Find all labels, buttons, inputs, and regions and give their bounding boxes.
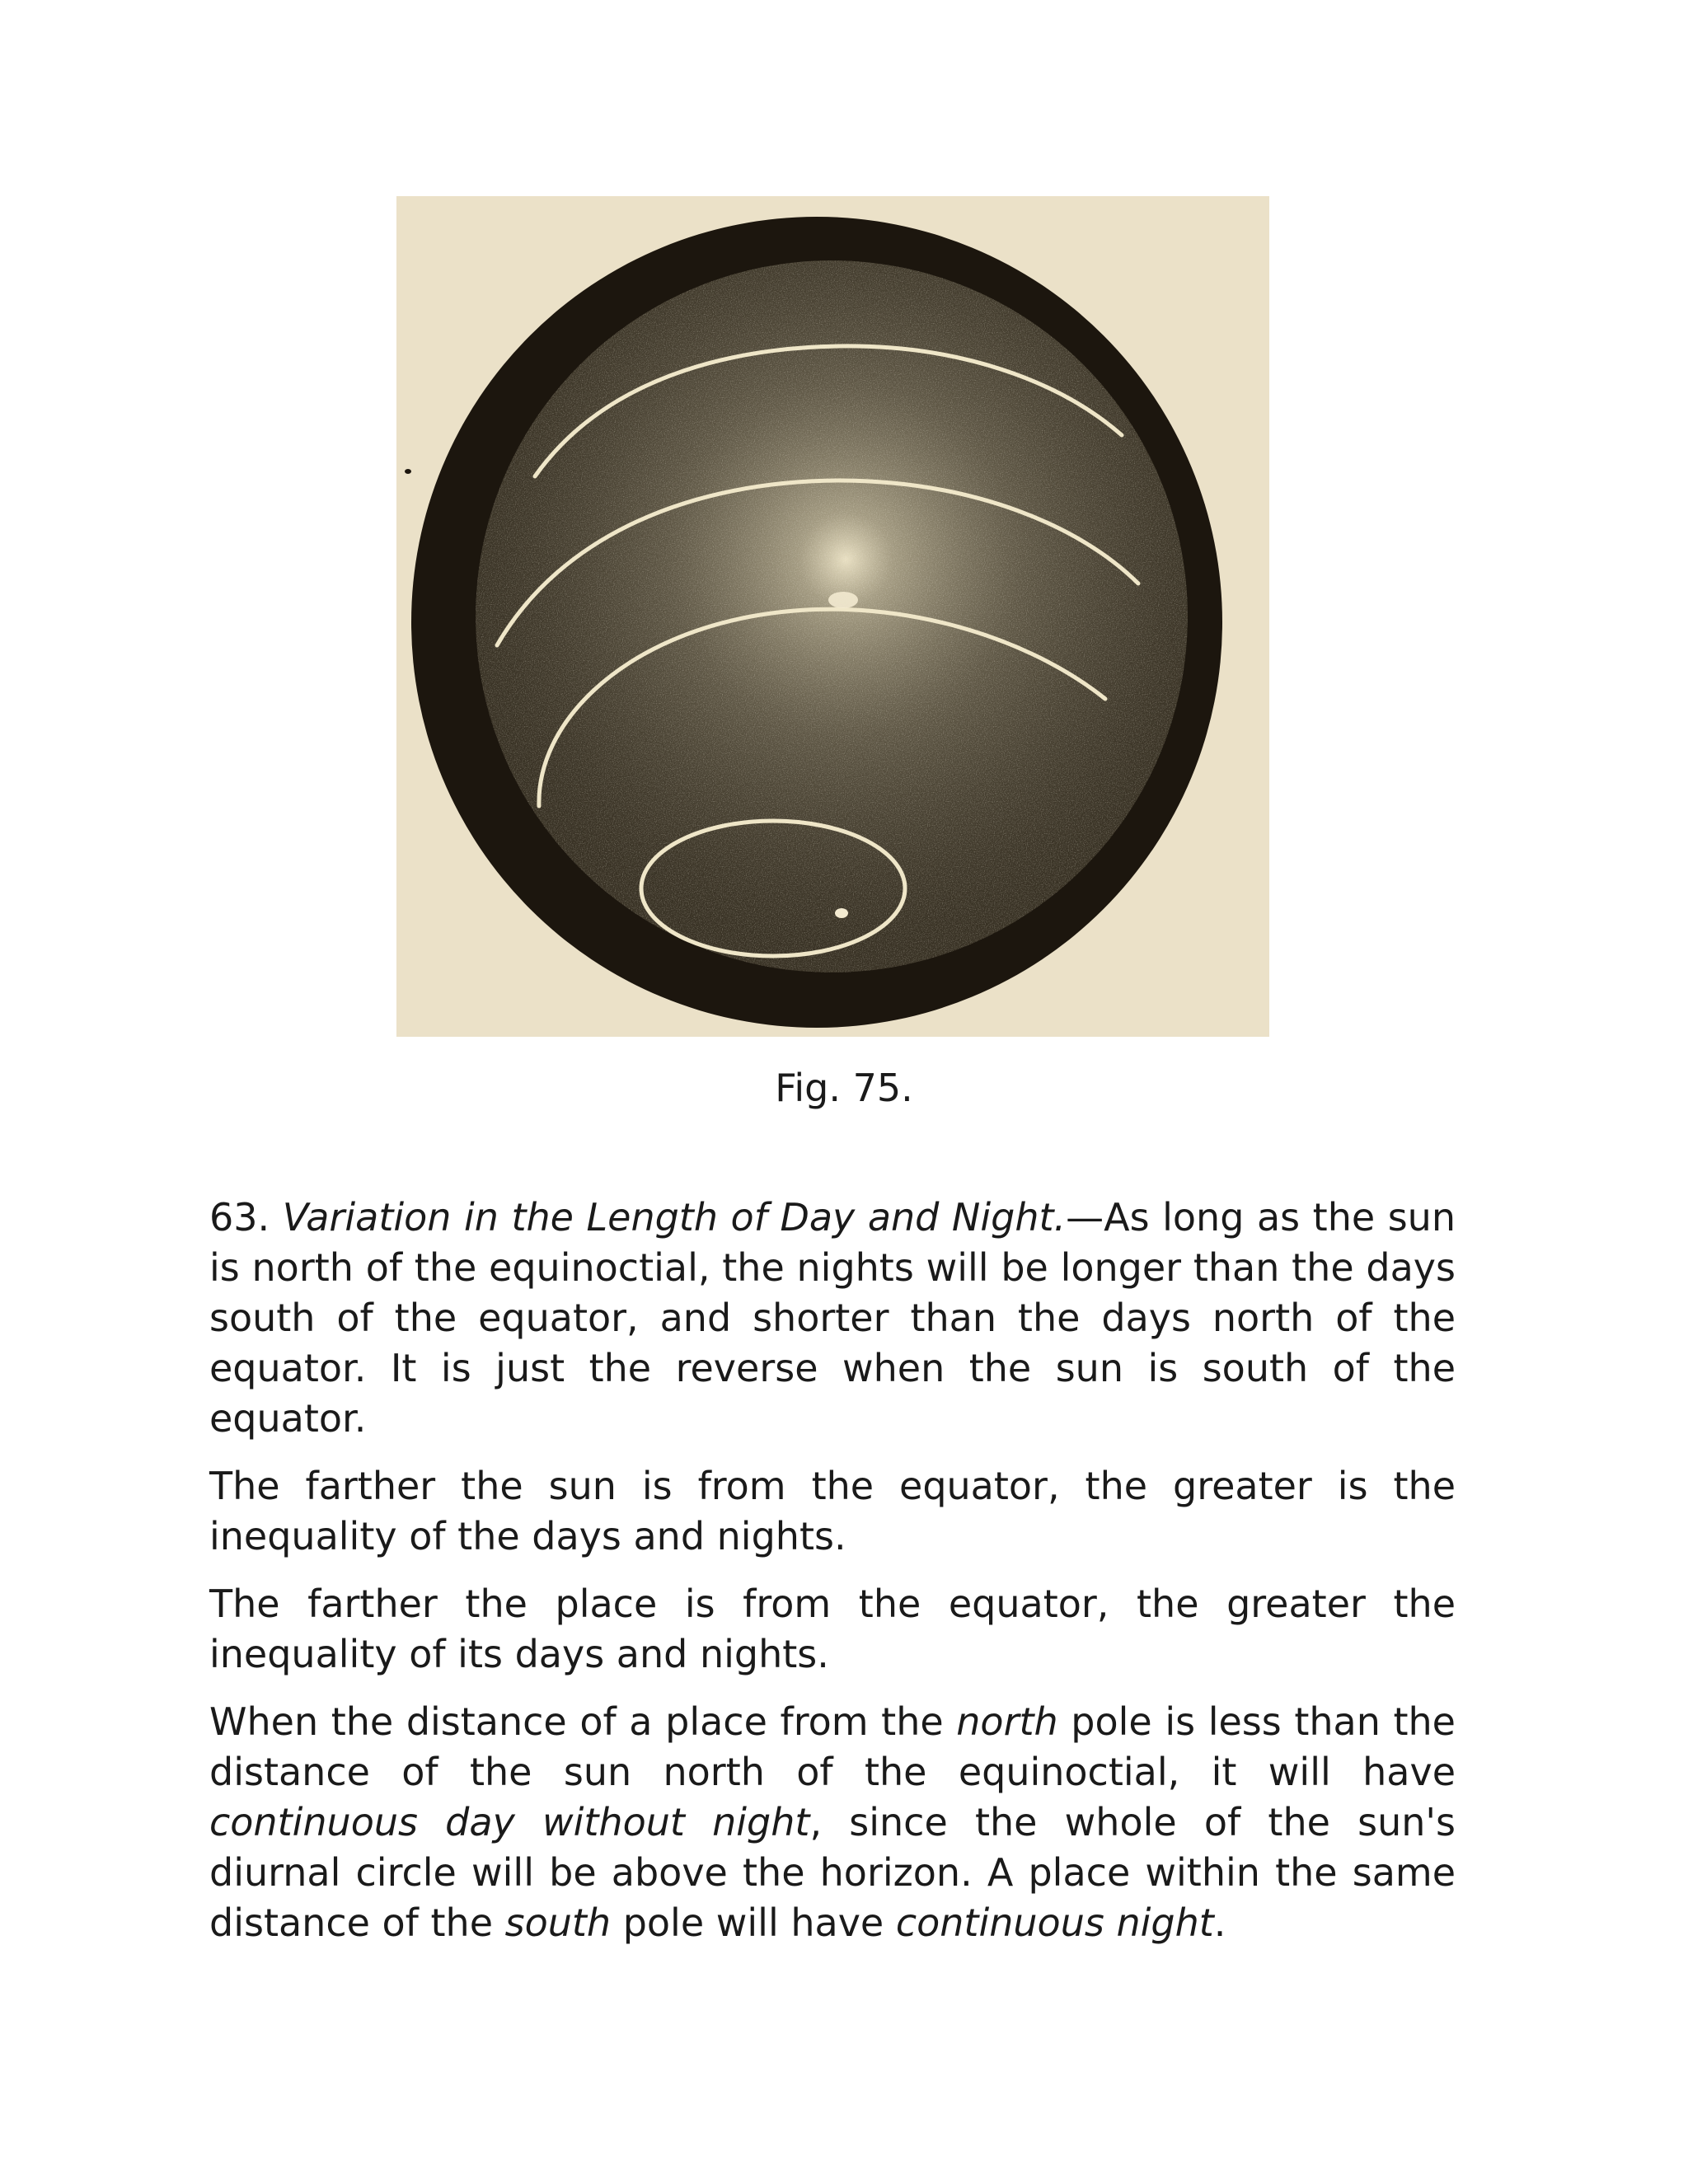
pole-dot <box>835 908 848 918</box>
margin-mark <box>405 469 411 474</box>
p4-text-4: pole will have <box>611 1900 896 1945</box>
paragraph-1 <box>209 1193 1456 1444</box>
paragraph-2: The farther the sun is from the equator, the greater is the inequality of the days and nights. <box>209 1464 1456 1558</box>
globe-figure <box>396 196 1269 1037</box>
body-text <box>209 1193 1456 1966</box>
sun-spot <box>828 592 858 608</box>
section-number: 63. <box>209 1195 283 1240</box>
paragraph-4 <box>209 1697 1456 1948</box>
p4-text-5: . <box>1213 1900 1226 1945</box>
p4-italic-continuous-day: continuous day without night <box>209 1800 810 1844</box>
paragraph-3: The farther the place is from the equator, the greater the inequality of its days and nights. <box>209 1582 1456 1676</box>
p4-italic-north: north <box>956 1699 1058 1744</box>
section-heading: Variation in the Length of Day and Night. <box>282 1195 1067 1240</box>
p4-text-2: pole is less than the distance of the sun north of the equinoctial, it will have <box>209 1699 1456 1794</box>
p4-text-3: , since the whole of the sun's diurnal circle will be above the horizon. A place within the same distance of the <box>209 1800 1456 1945</box>
p4-italic-south: south <box>504 1900 612 1945</box>
p4-text-1: When the distance of a place from the <box>209 1699 957 1744</box>
paragraph-1-text: —As long as the sun is north of the equinoctial, the nights will be longer than the days south of the equator, and shorter than the days north of the equator. It is just the reverse when the sun is south of the equator. <box>209 1195 1456 1441</box>
figure-caption: Fig. 75. <box>775 1066 913 1110</box>
p4-italic-continuous-night: continuous night <box>895 1900 1214 1945</box>
